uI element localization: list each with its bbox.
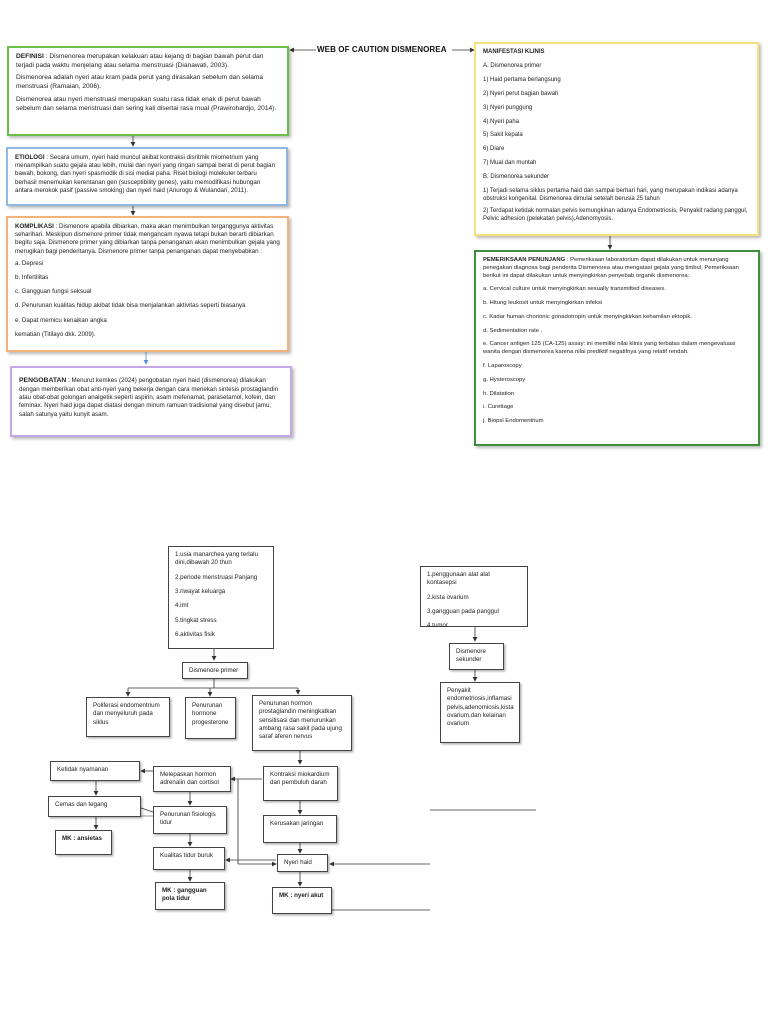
pemeriksaan-item: b. Hitung leukosit untuk menyingkirkan infeksi <box>483 300 603 307</box>
manifestasi-item: 2) Nyeri perut bagian bawah <box>483 90 559 97</box>
komplikasi-item: e. Dapat memicu kenaikan angka <box>15 316 107 324</box>
faktor-sekunder-item: 3.gangguan pada panggul <box>427 608 499 616</box>
penurunan-fisiologis-node: Penurunan fisiologis tidur <box>153 806 227 834</box>
pemeriksaan-box <box>474 250 760 446</box>
faktor-primer-item: 5.tingkat stress <box>175 616 217 624</box>
komplikasi-item: kematian (Titilayo dkk. 2009). <box>15 330 96 338</box>
manifestasi-box <box>474 42 759 236</box>
mk-nyeri-akut-node: MK : nyeri akut <box>272 887 332 914</box>
faktor-primer-item: 3.riwayat keluarga <box>175 588 226 596</box>
pengobatan-label: PENGOBATAN <box>19 377 67 384</box>
faktor-primer-item: 2.periode menstruasi Panjang <box>175 573 258 581</box>
pengobatan-text: : Menurut kemkes (2024) pengobatan nyeri haid (dismenorea) dilakukan dengan memberikan obat anti-nyeri yang bekerja dengan cara menekan sintesis prostaglandin atau obat-obat golongan analgetik seperti aspirin, asam mefenamat, parasetamol, kofein, dan feminax. Nyeri haid juga dapat diatasi dengan minum ramuan tradisional yang disebut jamu, salah satunya yaitu kunyit asam. <box>19 377 279 418</box>
penurunan-prostaglandin-node: Penurunan hormon prostaglandin meningkatkan sensitisasi dan menurunkan ambang rasa sakit pada ujung saraf aferen nervus <box>252 695 352 751</box>
komplikasi-item: b. Infertilitas <box>15 273 49 281</box>
etiologi-box <box>6 147 288 206</box>
manifestasi-item: 1) Haid pertama berlangsung <box>483 76 561 83</box>
kerusakan-node: Kerusakan jaringan <box>263 815 337 843</box>
manifestasi-item: 2) Terdapat ketidak normalan pelvis kemungkinan adanya Endometriosis, Penyakit radang panggul, Pelvic adhesion (pelekatan pelvis),Adenomyosis. <box>483 207 748 222</box>
cemas-node: Cemas dan tegang <box>48 796 141 817</box>
faktor-sekunder-box <box>420 566 528 630</box>
faktor-primer-box <box>168 546 274 649</box>
kualitas-tidur-node: Kualitas tidur buruk <box>153 847 225 870</box>
penurunan-progesteron-node: Penurunan hormone progesterone <box>185 697 236 739</box>
definisi-text-1: : Dismenorea merupakan kelakuan atau kejang di bagian bawah perut dan terjadi pada waktu menjelang atau selama menstruasi (Dianawati, 2003). <box>16 53 264 69</box>
ketidak-nyamanan-node: Ketidak nyamanan <box>50 761 140 781</box>
pemeriksaan-item: f. Laparoscopy <box>483 363 522 370</box>
faktor-sekunder-item: 2.kista ovarium <box>427 593 469 601</box>
manifestasi-item: A. Dismenorea primer <box>483 62 542 69</box>
manifestasi-item: 1) Terjadi selama siklus pertama haid dan sampai berhari hari, yang merupakan indikasi adanya obstruksi kongenital. Dismenorea dimulai setelah berusia 25 tahun <box>483 188 738 202</box>
pemeriksaan-item: c. Kadar human chorionic gonadotropin untuk menyingkirkan kehamilan ektopik. <box>483 313 692 320</box>
pemeriksaan-label: PEMERIKSAAN PENUNJANG <box>483 257 566 263</box>
faktor-primer-item: 4.imt <box>175 602 189 610</box>
faktor-primer-item: 1.usia manarchea yang terlalu dini,dibawah 20 thun <box>175 551 258 567</box>
mk-gangguan-tidur-node: MK : gangguan pola tidur <box>155 882 225 910</box>
manifestasi-item: 4) Nyeri paha <box>483 118 520 125</box>
definisi-label: DEFINISI <box>16 53 44 60</box>
komplikasi-item: a. Depresi <box>15 259 44 267</box>
melepaskan-hormon-node: Melepaskan hormon adrenalin dan cortisol <box>153 766 231 792</box>
komplikasi-text: : Dismenore apabila dibiarkan, maka akan menimbulkan terganggunya aktivitas seharihari. Meskipun dismenore primer tidak mengancam nyawa tetapi bukan berarti dibiarkan begitu saja. Dismenore primer yang dibiarkan tanpa penanganan akan menimbulkan gejala yang merugikan bagi penderitanya. Dismenore primer tanpa penanganan dapat menyebabkan : <box>15 223 280 255</box>
etiologi-text: : Secara umum, nyeri haid muncul akibat kontraksi disritmik miometrium yang menampilkan suatu gejala atau lebih, mulai dari nyeri yang ringan sampai berat di perut bagian bawah, bokong, dan nyeri spasmodik di sisi medial paha. Riset biologi molekuler terbaru berhasil menemukan kerentanan gen (susceptibility genes), yaitu memodifikasi hubungan antara merokok pasif (passive smoking) dan nyeri haid (Anurogo & Wulandari, 2011). <box>15 154 276 194</box>
komplikasi-item: c. Gangguan fungsi seksual <box>15 288 92 296</box>
pemeriksaan-item: i. Curettage <box>483 404 514 411</box>
komplikasi-item: d. Penurunan kualitas hidup akibat tidak bisa menjalankan aktivitas seperti biasanya <box>15 302 246 310</box>
komplikasi-box <box>6 216 289 352</box>
poliferasi-node: Poliferasi endomentrium dan menyeluruh pada siklus <box>86 697 170 737</box>
kontraksi-node: Kontraksi miokardium dan pembuluh darah <box>263 766 338 801</box>
pengobatan-box <box>10 366 292 437</box>
definisi-text-3: Dismenorea atau nyeri menstruasi merupakan suatu rasa tidak enak di perut bawah sebelum dan selama menstruasi dan sering kali disertai rasa mual (Prawirohardjo, 2014). <box>16 95 277 112</box>
mk-ansietas-node: MK : ansietas <box>55 830 112 855</box>
pemeriksaan-item: a. Cervical culture untuk menyingkirkan sexually transmitted diseases. <box>483 286 667 293</box>
faktor-primer-item: 6.aktivitas fisik <box>175 631 215 639</box>
manifestasi-label: MANIFESTASI KLINIS <box>483 49 545 55</box>
manifestasi-item: 6) Diare <box>483 146 505 153</box>
manifestasi-item: 7) Mual dan muntah <box>483 160 537 167</box>
pemeriksaan-item: h. Dilatation <box>483 390 515 397</box>
manifestasi-item: B. Dismenorea sekunder <box>483 174 550 181</box>
pemeriksaan-item: d. Sedimentation rate . <box>483 327 543 334</box>
etiologi-label: ETIOLOGI <box>15 154 45 161</box>
dismenore-primer-node: Dismenore primer <box>182 662 248 679</box>
definisi-box <box>7 46 289 136</box>
dismenore-sekunder-node: Dismenore sekunder <box>449 643 504 670</box>
pemeriksaan-text: : Pemeriksaan laboratorium dapat dilakukan untuk menunjang penegakan diagnosa bagi penderita Dismenorea atau mengatasi gejala yang timbul, Pemeriksaan berikut ini dapat dilakukan untuk menyingkirkan penyebab organik dismenorea: <box>483 257 739 279</box>
pemeriksaan-item: g. Hysteroscopy <box>483 376 526 383</box>
penyakit-node: Penyakit endometriosis,inflamasi pelvis,adenomiosis,kista ovarium,dan kelainan ovarium <box>440 682 520 743</box>
manifestasi-item: 3) Nyeri punggung <box>483 104 533 111</box>
pemeriksaan-item: j. Biopsi Endomentrium <box>483 418 544 425</box>
komplikasi-label: KOMPLIKASI <box>15 223 54 230</box>
manifestasi-item: 5) Sakit kepala <box>483 132 523 139</box>
definisi-text-2: Dismenorea adalah nyeri atau kram pada perut yang dirasakan sebelum dan selama menstruasi (Ramaian, 2006). <box>16 74 264 91</box>
faktor-sekunder-item: 1.penggunaan alat alat kontasepsi <box>427 571 490 587</box>
pemeriksaan-item: e. Cancer antigen 125 (CA-125) assay: ini memiliki nilai klinis yang terbatas dalam mengevaluasi wanita dengan dismenorea karena nilai prediktif negatifnya yang relatif rendah. <box>483 341 736 356</box>
faktor-sekunder-item: 4.tumor <box>427 622 448 630</box>
diagram-title: WEB OF CAUTION DISMENOREA <box>317 45 447 54</box>
nyeri-haid-node: Nyeri haid <box>277 854 328 872</box>
